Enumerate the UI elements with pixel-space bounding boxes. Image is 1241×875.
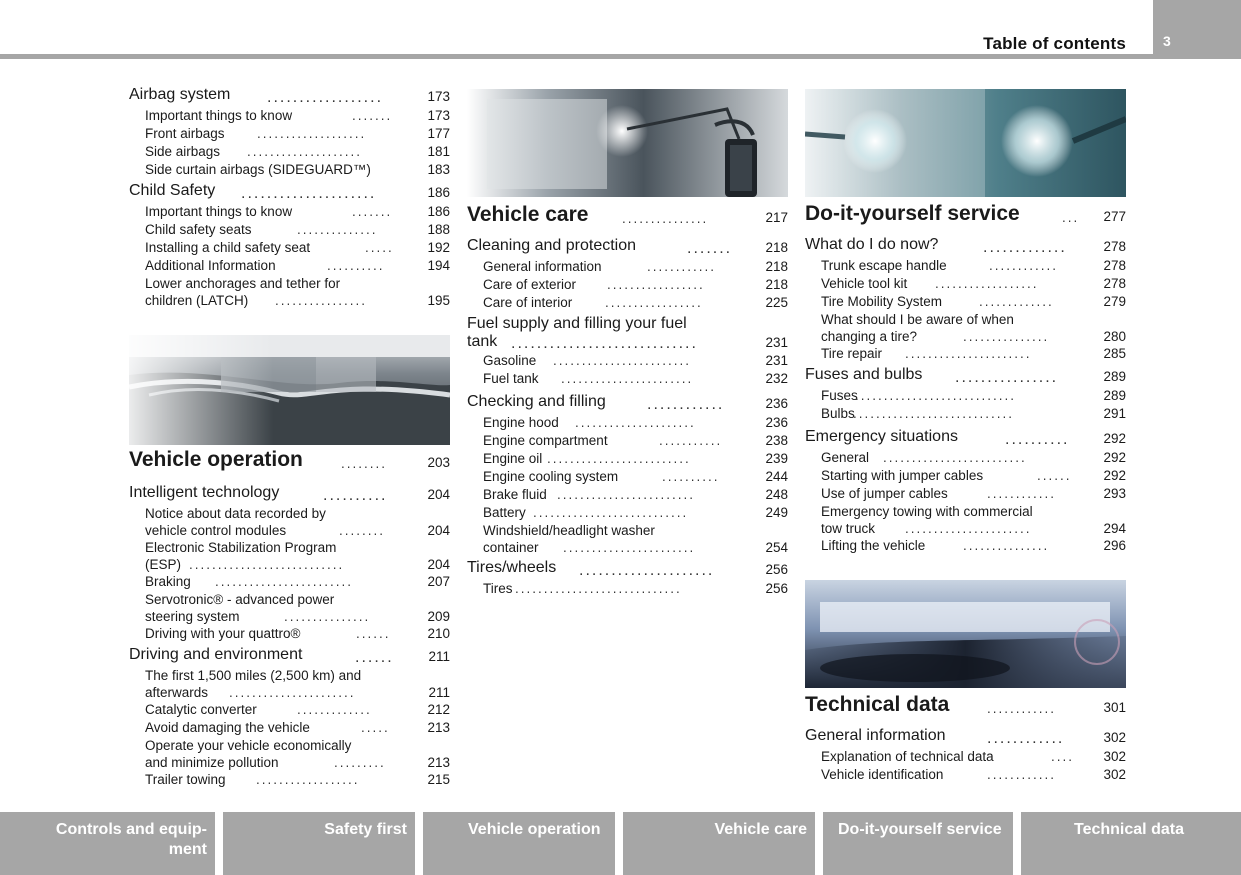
toc-entry-child-safety[interactable]: [129, 182, 450, 204]
toc-entry-page: 289: [1103, 369, 1126, 384]
toc-entry-page: 280: [1103, 329, 1126, 344]
toc-entry-title: Emergency towing with commercial: [821, 504, 1033, 519]
toc-entry-title-cont: steering system: [145, 609, 240, 624]
toc-entry-title: Windshield/headlight washer: [483, 523, 655, 538]
toc-entry-title: Explanation of technical data: [821, 749, 994, 764]
leader-dots: ..........: [662, 469, 720, 484]
toc-entry-fuses-bulbs[interactable]: [805, 366, 1126, 388]
toc-entry-page: 204: [427, 487, 450, 502]
toc-entry-trailer-towing[interactable]: [129, 772, 450, 790]
toc-entry-title: Checking and filling: [467, 393, 606, 410]
toc-entry-page: 278: [1103, 276, 1126, 291]
toc-entry-page: 292: [1103, 468, 1126, 483]
toc-entry-quattro[interactable]: [129, 626, 450, 644]
leader-dots: ..............: [297, 222, 378, 237]
chapter-title: Do-it-yourself service: [805, 202, 1020, 225]
toc-entry-page: 207: [427, 574, 450, 589]
toc-entry-title-cont: afterwards: [145, 685, 209, 700]
leader-dots: ............: [987, 730, 1065, 747]
leader-dots: ......................: [905, 521, 1032, 536]
toc-entry-title: Fuel supply and filling your fuel: [467, 315, 687, 332]
toc-entry-title: Driving with your quattro®: [145, 626, 301, 641]
leader-dots: ...............: [622, 211, 709, 226]
toc-entry-title: Vehicle identification: [821, 767, 944, 782]
chapter-page: 203: [427, 455, 450, 470]
toc-entry-title: Engine cooling system: [483, 469, 619, 484]
leader-dots: ............................: [855, 388, 1017, 403]
header-rule: [0, 54, 1153, 59]
toc-entry-title: Airbag system: [129, 86, 231, 103]
toc-entry-title: General information: [805, 727, 946, 744]
toc-entry-page: 204: [427, 557, 450, 572]
toc-entry-side-curtain-airbags[interactable]: [129, 162, 450, 180]
toc-entry-page: 212: [427, 702, 450, 717]
toc-entry-title: Tire repair: [821, 346, 883, 361]
toc-entry-title: What should I be aware of when: [821, 312, 1014, 327]
toc-entry-page: 294: [1103, 521, 1126, 536]
leader-dots: ...........................: [533, 505, 689, 520]
toc-entry-page: 285: [1103, 346, 1126, 361]
toc-entry-care-interior[interactable]: [467, 295, 788, 313]
toc-entry-vehicle-identification[interactable]: [805, 767, 1126, 785]
toc-entry-child-safety-seats[interactable]: [129, 222, 450, 240]
toc-entry-explanation-technical[interactable]: [805, 749, 1126, 767]
toc-entry-page: 218: [765, 259, 788, 274]
toc-entry-fuel-tank[interactable]: [467, 371, 788, 389]
toc-entry-page: 289: [1103, 388, 1126, 403]
tab-label-cont: ment: [168, 841, 207, 858]
toc-entry-emergency-situations[interactable]: [805, 428, 1126, 450]
toc-entry-page: 231: [765, 335, 788, 350]
car-speed-image: [805, 580, 1126, 688]
toc-entry-lifting-vehicle[interactable]: [805, 538, 1126, 556]
tab-label: Do-it-yourself service: [838, 821, 1002, 838]
page-number-tab: [1153, 0, 1241, 59]
toc-entry-page: 254: [765, 540, 788, 555]
leader-dots: .............................: [515, 581, 682, 596]
toc-entry-driving-environment[interactable]: [129, 646, 450, 668]
toc-entry-page: 186: [427, 204, 450, 219]
toc-entry-page: 225: [765, 295, 788, 310]
toc-entry-page: 213: [427, 755, 450, 770]
toc-entry-page: 292: [1103, 431, 1126, 446]
toc-entry-page: 248: [765, 487, 788, 502]
toc-entry-page: 173: [427, 108, 450, 123]
toc-entry-notice-data[interactable]: [129, 506, 450, 540]
leader-dots: ............................: [853, 406, 1015, 421]
toc-entry-page: 256: [765, 562, 788, 577]
section-photo-road: [129, 335, 450, 445]
toc-entry-page: 215: [427, 772, 450, 787]
leader-dots: .....: [361, 720, 390, 735]
toc-entry-page: 186: [427, 185, 450, 200]
toc-entry-use-jumper[interactable]: [805, 486, 1126, 504]
toc-entry-first-miles[interactable]: [129, 668, 450, 702]
toc-entry-washer-container[interactable]: [467, 523, 788, 557]
toc-column-1-lower: [129, 448, 450, 790]
leader-dots: ............: [647, 259, 717, 274]
toc-entry-title: Braking: [145, 574, 191, 589]
toc-entry-page: 232: [765, 371, 788, 386]
toc-entry-page: 244: [765, 469, 788, 484]
toc-entry-page: 192: [427, 240, 450, 255]
toc-column-3: [805, 202, 1126, 556]
toc-entry-installing-child-seat[interactable]: [129, 240, 450, 258]
toc-entry-title: Use of jumper cables: [821, 486, 948, 501]
toc-entry-title: Lower anchorages and tether for: [145, 276, 341, 291]
toc-entry-title: Side airbags: [145, 144, 221, 159]
toc-entry-title-cont: tank: [467, 333, 498, 350]
toc-column-1: [129, 86, 450, 310]
chapter-title: Technical data: [805, 693, 950, 716]
toc-entry-bulbs[interactable]: [805, 406, 1126, 424]
toc-entry-servotronic[interactable]: [129, 592, 450, 626]
toc-entry-side-airbags[interactable]: [129, 144, 450, 162]
leader-dots: ......................: [229, 685, 356, 700]
leader-dots: .......: [687, 240, 733, 257]
toc-column-3-lower: [805, 693, 1126, 785]
leader-dots: ................: [275, 293, 368, 308]
toc-entry-title: Brake fluid: [483, 487, 547, 502]
leader-dots: ..................: [267, 89, 384, 106]
toc-entry-fuses[interactable]: [805, 388, 1126, 406]
toc-entry-intelligent-technology[interactable]: [129, 484, 450, 506]
toc-entry-page: 210: [427, 626, 450, 641]
toc-entry-battery[interactable]: [467, 505, 788, 523]
section-photo-oil-can: [467, 89, 788, 197]
toc-entry-title: Engine oil: [483, 451, 543, 466]
toc-entry-page: 204: [427, 523, 450, 538]
toc-entry-tires[interactable]: [467, 581, 788, 599]
light-bulb-image: [805, 89, 1126, 197]
toc-entry-page: 292: [1103, 450, 1126, 465]
toc-entry-care-exterior[interactable]: [467, 277, 788, 295]
oil-can-image: [467, 89, 788, 197]
toc-entry-page: 177: [427, 126, 450, 141]
leader-dots: ....: [1051, 749, 1075, 764]
toc-entry-brake-fluid[interactable]: [467, 487, 788, 505]
toc-chapter-diy-service[interactable]: [805, 202, 1126, 232]
toc-chapter-vehicle-care[interactable]: [467, 203, 788, 233]
toc-entry-vehicle-tool-kit[interactable]: [805, 276, 1126, 294]
leader-dots: ................: [955, 369, 1059, 386]
toc-entry-page: 278: [1103, 258, 1126, 273]
toc-entry-page: 279: [1103, 294, 1126, 309]
toc-entry-title-cont: and minimize pollution: [145, 755, 279, 770]
toc-entry-title: General: [821, 450, 870, 465]
toc-entry-engine-hood[interactable]: [467, 415, 788, 433]
leader-dots: ...: [1062, 210, 1080, 225]
toc-entry-title: Battery: [483, 505, 526, 520]
tab-label: Controls and equip-: [55, 821, 207, 838]
leader-dots: .............: [297, 702, 372, 717]
toc-entry-catalytic-converter[interactable]: [129, 702, 450, 720]
toc-entry-title: Tires: [483, 581, 513, 596]
leader-dots: ........: [339, 523, 386, 538]
toc-entry-page: 236: [765, 396, 788, 411]
toc-entry-title: Additional Information: [145, 258, 276, 273]
chapter-page: 217: [765, 210, 788, 225]
toc-entry-page: 296: [1103, 538, 1126, 553]
toc-entry-title: Vehicle tool kit: [821, 276, 908, 291]
leader-dots: .......................: [563, 540, 696, 555]
toc-entry-title: Gasoline: [483, 353, 537, 368]
toc-entry-engine-compartment[interactable]: [467, 433, 788, 451]
toc-entry-title: General information: [483, 259, 602, 274]
leader-dots: .............: [979, 294, 1054, 309]
leader-dots: .............: [983, 239, 1067, 256]
toc-entry-general-information[interactable]: [467, 259, 788, 277]
toc-entry-title: Tire Mobility System: [821, 294, 943, 309]
toc-entry-page: 238: [765, 433, 788, 448]
toc-column-2: [467, 203, 788, 599]
toc-entry-title-cont: changing a tire?: [821, 329, 918, 344]
toc-entry-title-cont: vehicle control modules: [145, 523, 287, 538]
toc-entry-what-do-i-do[interactable]: [805, 236, 1126, 258]
toc-entry-title: Driving and environment: [129, 646, 303, 663]
toc-entry-important-things-airbag[interactable]: [129, 108, 450, 126]
leader-dots: ...............: [963, 538, 1050, 553]
toc-entry-avoid-damaging[interactable]: [129, 720, 450, 738]
toc-entry-additional-information[interactable]: [129, 258, 450, 276]
leader-dots: ............: [989, 258, 1059, 273]
leader-dots: .....................: [575, 415, 696, 430]
toc-entry-page: 293: [1103, 486, 1126, 501]
leader-dots: ........: [341, 456, 388, 471]
toc-entry-title-cont: (ESP): [145, 557, 182, 572]
chapter-tab-diy-service[interactable]: [823, 812, 1013, 875]
tab-label: Vehicle care: [714, 821, 807, 838]
leader-dots: ......: [356, 626, 391, 641]
leader-dots: ............: [987, 767, 1057, 782]
leader-dots: .......: [352, 108, 393, 123]
chapter-title: Vehicle care: [467, 203, 589, 226]
toc-entry-title: Engine hood: [483, 415, 559, 430]
leader-dots: .............................: [511, 335, 698, 352]
leader-dots: ............: [647, 396, 725, 413]
leader-dots: .................: [605, 295, 703, 310]
toc-entry-title: Servotronic® - advanced power: [145, 592, 335, 607]
leader-dots: ......: [355, 649, 394, 666]
toc-entry-page: 218: [765, 277, 788, 292]
page-title: Table of contents: [983, 34, 1126, 53]
toc-entry-tire-mobility[interactable]: [805, 294, 1126, 312]
leader-dots: ...................: [257, 126, 367, 141]
toc-entry-title: Child Safety: [129, 182, 216, 199]
toc-entry-page: 213: [427, 720, 450, 735]
toc-entry-page: 194: [427, 258, 450, 273]
toc-entry-title: Fuses and bulbs: [805, 366, 923, 383]
chapter-tab-controls-equipment[interactable]: [0, 812, 215, 875]
toc-entry-page: 302: [1103, 730, 1126, 745]
toc-entry-title: Emergency situations: [805, 428, 958, 445]
toc-entry-title: Lifting the vehicle: [821, 538, 926, 553]
leader-dots: ...........................: [189, 557, 345, 572]
toc-entry-title: Important things to know: [145, 204, 293, 219]
leader-dots: ..................: [256, 772, 360, 787]
toc-entry-esp[interactable]: [129, 540, 450, 574]
toc-entry-page: 231: [765, 353, 788, 368]
section-photo-light-bulb: [805, 89, 1126, 197]
toc-entry-title: Care of exterior: [483, 277, 577, 292]
toc-entry-title-cont: tow truck: [821, 521, 876, 536]
leader-dots: ........................: [557, 487, 696, 502]
toc-entry-fuel-supply[interactable]: [467, 315, 788, 353]
leader-dots: ...........: [659, 433, 723, 448]
toc-entry-title: Fuel tank: [483, 371, 539, 386]
toc-entry-title: What do I do now?: [805, 236, 939, 253]
toc-entry-page: 188: [427, 222, 450, 237]
toc-entry-general-information-tech[interactable]: [805, 727, 1126, 749]
leader-dots: .........................: [883, 450, 1027, 465]
toc-entry-changing-tire[interactable]: [805, 312, 1126, 346]
leader-dots: .....: [365, 240, 394, 255]
toc-entry-title: Fuses: [821, 388, 858, 403]
leader-dots: ..........: [1005, 431, 1070, 448]
toc-entry-page: 302: [1103, 767, 1126, 782]
toc-entry-operate-economically[interactable]: [129, 738, 450, 772]
toc-entry-airbag-system[interactable]: [129, 86, 450, 108]
leader-dots: ....................: [247, 144, 363, 159]
toc-entry-page: 211: [428, 649, 450, 664]
toc-entry-page: 209: [427, 609, 450, 624]
toc-entry-trunk-escape[interactable]: [805, 258, 1126, 276]
toc-entry-engine-cooling[interactable]: [467, 469, 788, 487]
leader-dots: .........: [334, 755, 386, 770]
leader-dots: ........................: [553, 353, 692, 368]
toc-entry-title: Catalytic converter: [145, 702, 257, 717]
chapter-tab-vehicle-operation[interactable]: [423, 812, 615, 875]
toc-entry-title: Trailer towing: [145, 772, 226, 787]
leader-dots: .......................: [561, 371, 694, 386]
chapter-tab-bar: [0, 812, 1241, 875]
toc-entry-braking[interactable]: [129, 574, 450, 592]
toc-entry-page: 183: [427, 162, 450, 177]
toc-entry-title: Trunk escape handle: [821, 258, 947, 273]
chapter-title: Vehicle operation: [129, 448, 303, 471]
toc-entry-general[interactable]: [805, 450, 1126, 468]
toc-entry-page: 302: [1103, 749, 1126, 764]
toc-entry-page: 173: [427, 89, 450, 104]
toc-entry-checking-filling[interactable]: [467, 393, 788, 415]
toc-entry-title: Electronic Stabilization Program: [145, 540, 337, 555]
toc-entry-important-things-child[interactable]: [129, 204, 450, 222]
toc-entry-cleaning-protection[interactable]: [467, 237, 788, 259]
toc-entry-title-cont: container: [483, 540, 539, 555]
chapter-tab-safety-first[interactable]: [223, 812, 415, 875]
toc-entry-title: Cleaning and protection: [467, 237, 637, 254]
toc-entry-page: 195: [427, 293, 450, 308]
toc-entry-title: Avoid damaging the vehicle: [145, 720, 310, 735]
toc-entry-page: 239: [765, 451, 788, 466]
leader-dots: .........................: [547, 451, 691, 466]
leader-dots: ...............: [284, 609, 371, 624]
toc-entry-front-airbags[interactable]: [129, 126, 450, 144]
toc-entry-gasoline[interactable]: [467, 353, 788, 371]
toc-entry-title: Engine compartment: [483, 433, 608, 448]
toc-entry-title: Operate your vehicle economically: [145, 738, 352, 753]
toc-entry-emergency-towing[interactable]: [805, 504, 1126, 538]
toc-entry-page: 218: [765, 240, 788, 255]
leader-dots: ......................: [905, 346, 1032, 361]
toc-entry-title: Intelligent technology: [129, 484, 280, 501]
chapter-page: 301: [1103, 700, 1126, 715]
leader-dots: ......: [1037, 468, 1072, 483]
leader-dots: ...............: [963, 329, 1050, 344]
leader-dots: ..................: [935, 276, 1039, 291]
toc-entry-tires-wheels[interactable]: [467, 559, 788, 581]
toc-entry-title: Care of interior: [483, 295, 573, 310]
toc-entry-page: 236: [765, 415, 788, 430]
chapter-tab-vehicle-care[interactable]: [623, 812, 815, 875]
leader-dots: .......: [352, 204, 393, 219]
tab-label: Technical data: [1074, 821, 1184, 838]
chapter-tab-technical-data[interactable]: [1021, 812, 1241, 875]
leader-dots: .....................: [579, 562, 715, 579]
toc-entry-title: Bulbs: [821, 406, 855, 421]
toc-entry-page: 181: [427, 144, 450, 159]
chapter-page: 277: [1103, 209, 1126, 224]
road-landscape-image: [129, 335, 450, 445]
toc-entry-page: 249: [765, 505, 788, 520]
toc-entry-latch[interactable]: [129, 276, 450, 310]
toc-entry-title: Installing a child safety seat: [145, 240, 311, 255]
toc-entry-title-cont: children (LATCH): [145, 293, 249, 308]
toc-entry-title: Side curtain airbags (SIDEGUARD™): [145, 162, 371, 177]
toc-entry-page: 256: [765, 581, 788, 596]
toc-entry-title: Tires/wheels: [467, 559, 557, 576]
leader-dots: ........................: [215, 574, 354, 589]
toc-chapter-vehicle-operation[interactable]: [129, 448, 450, 478]
toc-entry-page: 291: [1103, 406, 1126, 421]
toc-entry-engine-oil[interactable]: [467, 451, 788, 469]
leader-dots: ..........: [327, 258, 385, 273]
leader-dots: ............: [987, 486, 1057, 501]
toc-entry-title: The first 1,500 miles (2,500 km) and: [145, 668, 362, 683]
toc-entry-title: Notice about data recorded by: [145, 506, 326, 521]
tab-label: Safety first: [324, 821, 407, 838]
toc-entry-title: Child safety seats: [145, 222, 252, 237]
toc-entry-starting-jumper[interactable]: [805, 468, 1126, 486]
toc-entry-title: Starting with jumper cables: [821, 468, 984, 483]
toc-entry-title: Important things to know: [145, 108, 293, 123]
section-photo-car-speed: [805, 580, 1126, 688]
toc-entry-page: 211: [428, 685, 450, 700]
toc-entry-page: 278: [1103, 239, 1126, 254]
leader-dots: .................: [607, 277, 705, 292]
toc-chapter-technical-data[interactable]: [805, 693, 1126, 723]
leader-dots: ..........: [323, 487, 388, 504]
page-number: 3: [1163, 33, 1171, 49]
toc-entry-title: Front airbags: [145, 126, 225, 141]
tab-label: Vehicle operation: [468, 821, 601, 838]
toc-entry-tire-repair[interactable]: [805, 346, 1126, 364]
leader-dots: .....................: [241, 185, 377, 202]
leader-dots: ............: [987, 701, 1057, 716]
